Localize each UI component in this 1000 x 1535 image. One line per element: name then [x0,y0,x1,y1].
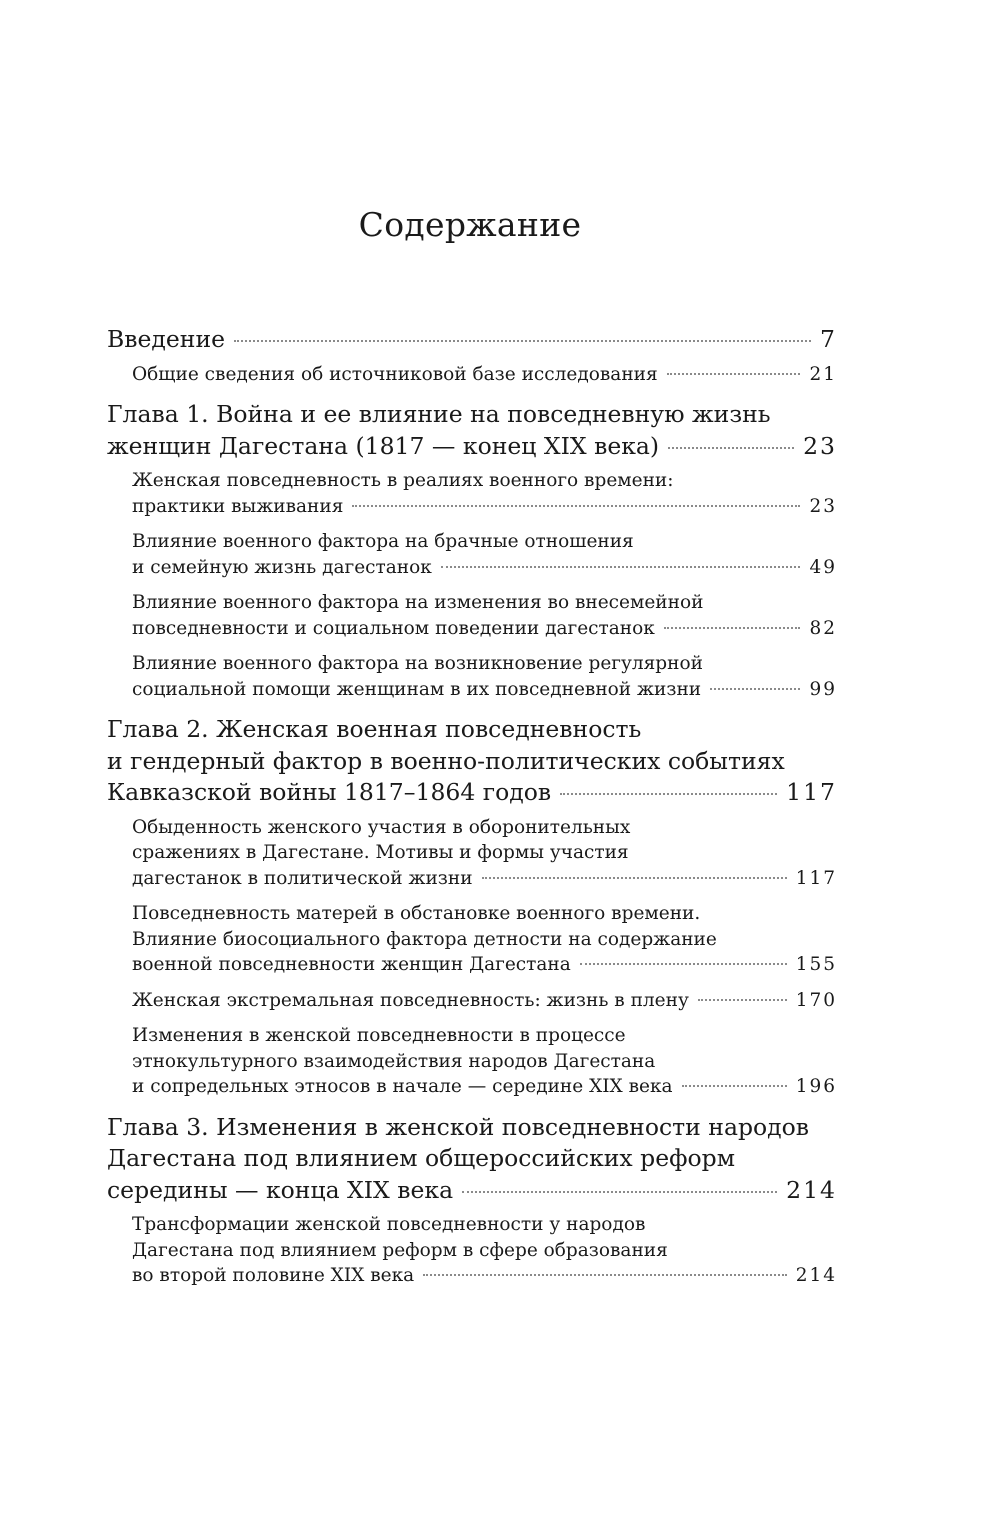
toc-entry-title-line: повседневности и социальном поведении дагестанок [132,617,655,639]
toc-page-number: 155 [795,954,837,975]
toc-entry-title-line: дагестанок в политической жизни [132,867,473,889]
toc-page-number: 7 [820,325,837,353]
dot-leader [441,566,801,568]
toc-entry-title-line: середины — конца XIX века [107,1175,454,1204]
toc-entry-title-line: и сопредельных этносов в начале — середине XIX века [132,1076,673,1097]
dot-leader [423,1274,787,1276]
toc-entry-row [132,866,837,892]
toc-entry-title-line: Кавказской войны 1817–1864 годов [107,778,552,806]
dot-leader [710,688,800,690]
toc-entry-row [132,616,837,642]
toc-entry-title-line: Изменения в женской повседневности в процессе [132,1025,626,1046]
toc-entry-title-line: Влияние военного фактора на брачные отношения [132,531,634,552]
dot-leader [352,505,800,507]
toc-section-entry[interactable] [132,590,837,641]
toc-page-number: 117 [786,778,837,806]
dot-leader [482,877,787,879]
dot-leader [667,373,801,375]
toc-entry-title-line: Влияние биосоциального фактора детности на содержание [132,928,717,950]
toc-entry-row [107,431,837,463]
toc-chapter-entry[interactable] [107,399,837,462]
toc-entry-title-line: Введение [107,325,226,353]
toc-entry-row [132,677,837,703]
toc-entry-title-line: этнокультурного взаимодействия народов Дагестана [132,1050,656,1072]
toc-entry-title-line: Глава 3. Изменения в женской повседневности народов [107,1112,810,1141]
toc-page-number: 214 [795,1265,837,1286]
toc-entry-row [132,494,837,520]
toc-page-number: 82 [809,617,837,639]
toc-entry-title-line: социальной помощи женщинам в их повседневной жизни [132,678,702,700]
toc-section-entry[interactable] [132,988,837,1014]
toc-entry-row [132,1263,837,1289]
toc-entry-title-line: практики выживания [132,495,344,517]
toc-entry-title-line: женщин Дагестана (1817 — конец XIX века) [107,431,660,460]
toc-section-entry[interactable] [132,1023,837,1100]
table-of-contents [107,324,837,1289]
toc-entry-row [132,362,837,388]
toc-entry-row [132,952,837,978]
toc-page-number: 196 [795,1076,837,1097]
toc-chapter-entry[interactable] [107,714,837,809]
dot-leader [462,1191,777,1193]
toc-entry-row [107,324,837,356]
toc-entry-title-line: Обыденность женского участия в оборонительных [132,816,631,838]
dot-leader [234,340,811,342]
toc-section-entry[interactable] [132,651,837,702]
toc-entry-row [107,1175,837,1207]
toc-section-entry[interactable] [132,815,837,892]
toc-entry-title-line: Женская экстремальная повседневность: жизнь в плену [132,989,689,1011]
dot-leader [580,963,787,965]
toc-entry-row [107,777,837,809]
toc-entry-title-line: Глава 2. Женская военная повседневность [107,715,642,743]
toc-entry-title-line: во второй половине XIX века [132,1265,415,1286]
toc-entry-title-line: Трансформации женской повседневности у народов [132,1214,646,1235]
dot-leader [560,793,777,795]
dot-leader [664,627,801,629]
toc-page-number: 214 [786,1175,837,1204]
toc-entry-title-line: сражениях в Дагестане. Мотивы и формы участия [132,842,629,863]
toc-section-entry[interactable] [132,529,837,580]
toc-page-number: 23 [809,495,837,517]
toc-section-entry[interactable] [132,362,837,388]
toc-entry-title-line: Повседневность матерей в обстановке военного времени. [132,903,701,924]
dot-leader [668,447,794,449]
toc-entry-row [132,988,837,1014]
toc-entry-title-line: Влияние военного фактора на возникновение регулярной [132,653,703,674]
dot-leader [682,1085,787,1087]
page-title: Содержание [358,205,582,244]
toc-entry-title-line: военной повседневности женщин Дагестана [132,954,571,975]
toc-entry-title-line: Дагестана под влиянием общероссийских реформ [107,1144,735,1172]
toc-page-number: 21 [809,363,837,385]
toc-chapter-entry[interactable] [107,324,837,356]
toc-chapter-entry[interactable] [107,1112,837,1207]
toc-entry-row [132,1074,837,1100]
toc-page-number: 99 [809,678,837,700]
toc-entry-title-line: Влияние военного фактора на изменения во внесемейной [132,592,704,613]
toc-entry-row [132,555,837,581]
toc-entry-title-line: Глава 1. Война и ее влияние на повседневную жизнь [107,400,771,428]
toc-entry-title-line: Дагестана под влиянием реформ в сфере образования [132,1239,668,1261]
toc-page-number: 117 [795,867,837,889]
toc-entry-title-line: Общие сведения об источниковой базе исследования [132,363,658,385]
toc-page-number: 49 [809,556,837,578]
toc-section-entry[interactable] [132,468,837,519]
toc-section-entry[interactable] [132,901,837,978]
toc-page-number: 170 [795,989,837,1011]
toc-page-number: 23 [803,431,837,460]
toc-entry-title-line: и гендерный фактор в военно-политических событиях [107,746,785,775]
dot-leader [698,999,787,1001]
toc-entry-title-line: и семейную жизнь дагестанок [132,556,432,578]
toc-entry-title-line: Женская повседневность в реалиях военного времени: [132,470,674,491]
toc-section-entry[interactable] [132,1212,837,1289]
